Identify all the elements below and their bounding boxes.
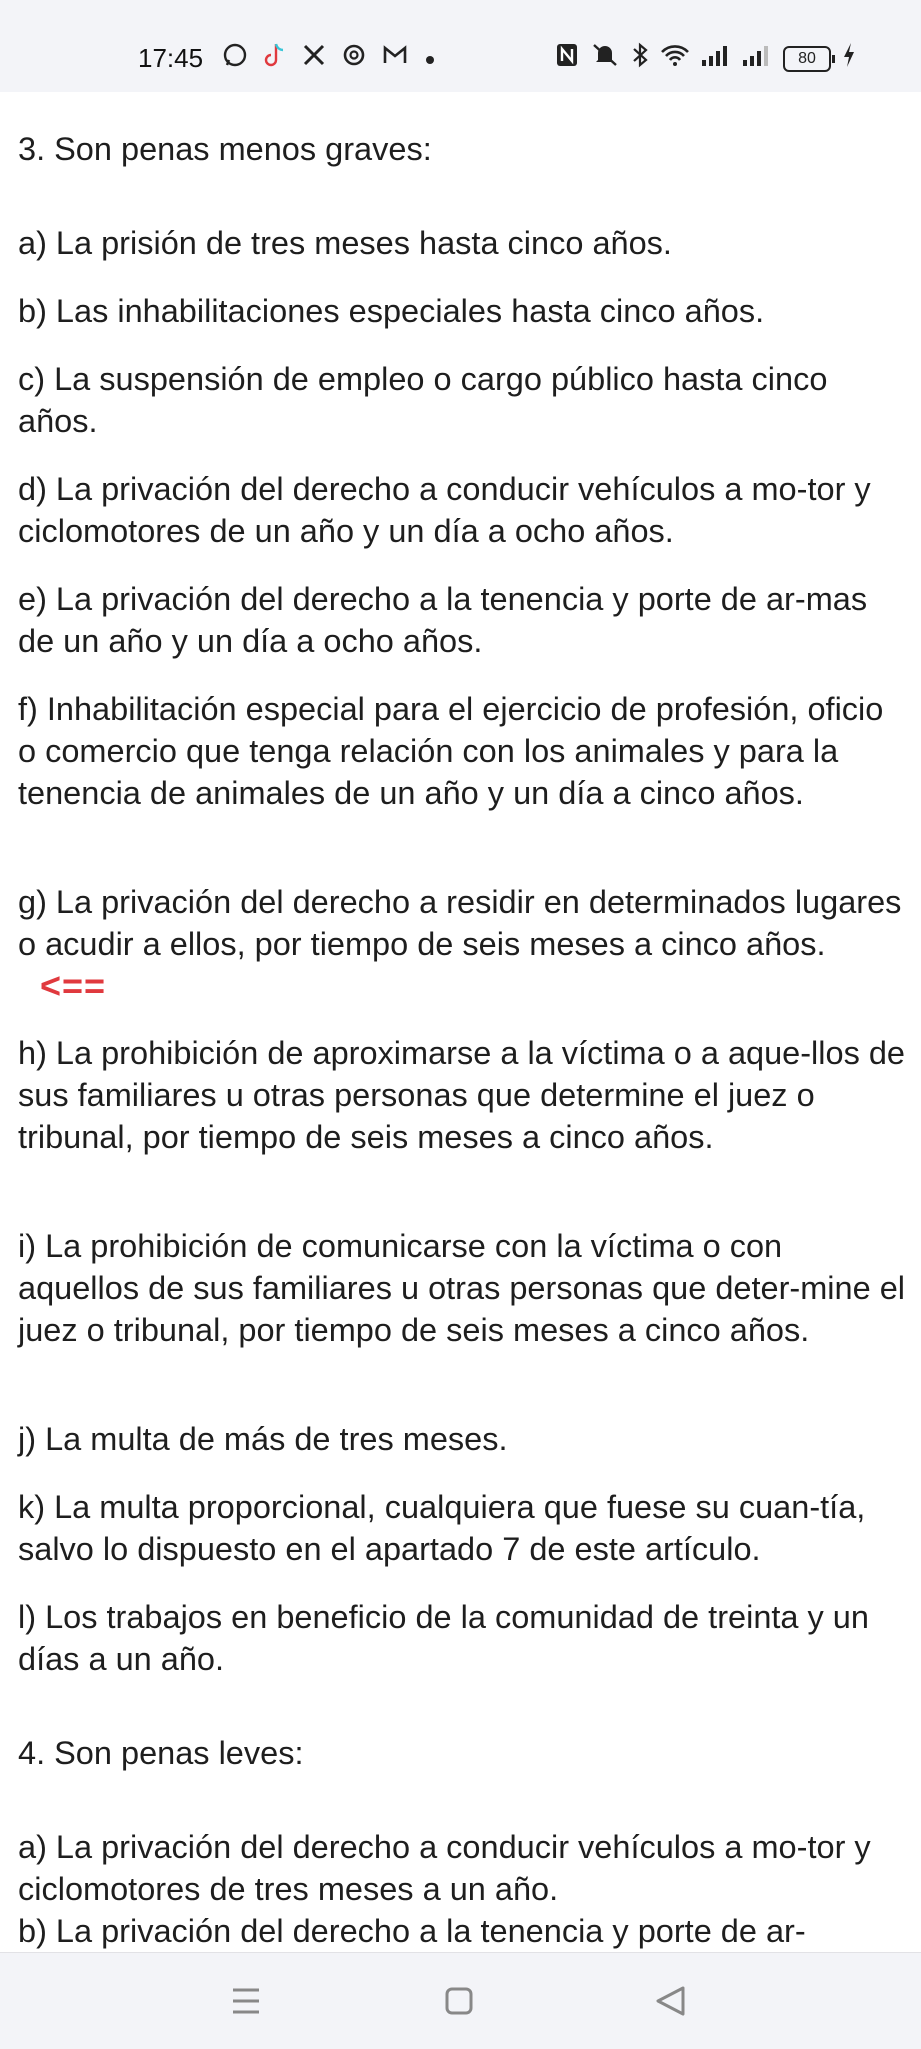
list-item: b) La privación del derecho a la tenencia y porte de ar-: [18, 1913, 806, 1949]
list-item: j) La multa de más de tres meses.: [18, 1421, 508, 1457]
list-item: i) La prohibición de comunicarse con la víctima o con aquellos de sus familiares u otras personas que deter-mine el juez o tribunal, por tiempo de seis meses a cinco años.: [18, 1228, 906, 1348]
signal-icon: [701, 43, 731, 75]
tiktok-icon: [264, 42, 286, 76]
section-3-title: 3. Son penas menos graves:: [18, 131, 432, 167]
list-item: c) La suspensión de empleo o cargo público hasta cinco años.: [18, 361, 828, 439]
dot-icon: [424, 44, 436, 74]
list-item: l) Los trabajos en beneficio de la comunidad de treinta y un días a un año.: [18, 1599, 869, 1677]
list-item: k) La multa proporcional, cualquiera que fuese su cuan-tía, salvo lo dispuesto en el apartado 7 de este artículo.: [18, 1489, 866, 1567]
threads-icon: [342, 43, 366, 75]
status-time: 17:45: [138, 43, 204, 73]
list-item: a) La privación del derecho a conducir vehículos a mo-tor y ciclomotores de tres meses a un año.: [18, 1829, 871, 1907]
menu-icon: [216, 1977, 276, 2025]
x-icon: [302, 43, 326, 75]
charging-icon: [842, 42, 856, 76]
battery-indicator: 80: [783, 46, 831, 72]
signal-icon: [742, 43, 772, 75]
home-icon: [428, 1977, 488, 2025]
list-item-text: g) La privación del derecho a residir en determinados lugares o acudir a ellos, por tiempo de seis meses a cinco años.: [18, 884, 902, 962]
back-icon: [640, 1977, 700, 2025]
list-item: f) Inhabilitación especial para el ejercicio de profesión, oficio o comercio que tenga relación con los animales y para la tenencia de animales de un año y un día a cinco años.: [18, 691, 884, 811]
list-item: d) La privación del derecho a conducir vehículos a mo-tor y ciclomotores de un año y un día a ocho años.: [18, 471, 871, 549]
notification-icons: [222, 42, 436, 76]
list-item: a) La prisión de tres meses hasta cinco años.: [18, 225, 672, 261]
mute-icon: [590, 42, 620, 76]
list-item: b) Las inhabilitaciones especiales hasta cinco años.: [18, 293, 765, 329]
bluetooth-icon: [631, 42, 649, 76]
wifi-icon: [660, 43, 690, 75]
annotation-arrow: <==: [40, 965, 107, 1006]
whatsapp-icon: [222, 42, 248, 76]
list-item: h) La prohibición de aproximarse a la víctima o a aque-llos de sus familiares u otras personas que determine el juez o tribunal, por tiempo de seis meses a cinco años.: [18, 1035, 906, 1155]
nfc-icon: [555, 42, 579, 76]
status-bar: [0, 0, 921, 92]
list-item-highlighted: [18, 881, 908, 1008]
gmail-icon: [382, 44, 408, 74]
section-4-title: 4. Son penas leves:: [18, 1735, 304, 1771]
system-icons: [555, 42, 856, 76]
list-item: e) La privación del derecho a la tenencia y porte de ar-mas de un año y un día a ocho años.: [18, 581, 868, 659]
home-button[interactable]: [428, 1977, 488, 2025]
recent-apps-button[interactable]: [216, 1977, 276, 2025]
back-button[interactable]: [640, 1977, 700, 2025]
navigation-bar: [0, 1952, 921, 2049]
